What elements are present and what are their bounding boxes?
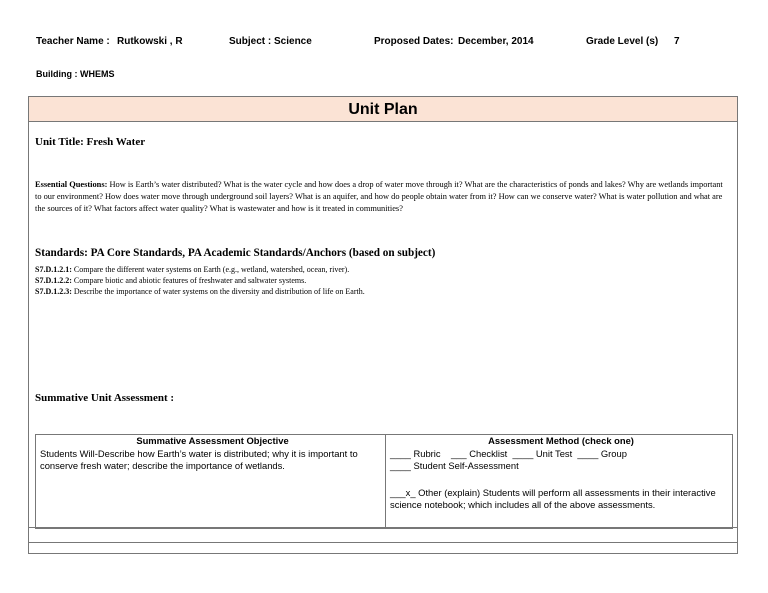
building-field: Building : WHEMS: [36, 69, 115, 79]
standards-heading: Standards: PA Core Standards, PA Academic Standards/Anchors (based on subject): [35, 247, 436, 259]
proposed-dates-value: December, 2014: [458, 36, 534, 47]
unit-plan-title: Unit Plan: [348, 101, 418, 118]
table-divider: [29, 527, 737, 528]
essential-questions-text: How is Earth’s water distributed? What is the water cycle and how does a drop of water move through it? What are the characteristics of ponds and lakes? Why are wetlands important to our environment? How does water move through underground soil layers? What is an aquifer, and how do people obtain water from it? How can we conserve water? What is water pollution and what are the sources of it? What factors affect water quality? What is wastewater and how is it treated in communities?: [35, 180, 723, 213]
standard-item: [35, 286, 365, 297]
method-column: [386, 435, 732, 528]
method-other: ___x_ Other (explain) Students will perform all assessments in their interactive science notebook; which includes all of the above assessments.: [390, 486, 716, 510]
standard-text: Compare the different water systems on Earth (e.g., wetland, watershed, ocean, river).: [71, 265, 350, 274]
grade-level-label: Grade Level (s): [586, 36, 659, 47]
standard-code: S7.D.1.2.3:: [35, 287, 72, 296]
standard-item: [35, 264, 365, 275]
unit-title: Unit Title: Fresh Water: [35, 136, 146, 148]
standard-item: [35, 275, 365, 286]
table-divider: [29, 542, 737, 543]
standards-list: [35, 264, 365, 297]
objective-header: Summative Assessment Objective: [136, 435, 289, 446]
standard-code: S7.D.1.2.2:: [35, 276, 72, 285]
unit-plan-box: [28, 96, 738, 554]
unit-plan-title-band: [29, 97, 737, 122]
standard-code: S7.D.1.2.1:: [35, 265, 72, 274]
method-options-line1: ____ Rubric ___ Checklist ____ Unit Test ____ Group: [390, 447, 627, 459]
assessment-table: [35, 434, 733, 529]
teacher-name-label: Teacher Name :: [36, 36, 110, 47]
standard-text: Compare biotic and abiotic features of freshwater and saltwater systems.: [71, 276, 307, 285]
objective-text: Students Will-Describe how Earth’s water is distributed; why it is important to conserve fresh water; describe the importance of wetlands.: [40, 447, 358, 471]
standard-text: Describe the importance of water systems on the diversity and distribution of life on Earth.: [71, 287, 365, 296]
teacher-name-value: Rutkowski , R: [117, 36, 183, 47]
essential-questions: [35, 179, 731, 215]
essential-questions-label: Essential Questions:: [35, 180, 108, 189]
grade-level-value: 7: [674, 36, 680, 47]
summative-assessment-heading: Summative Unit Assessment :: [35, 392, 175, 404]
objective-column: [36, 435, 386, 528]
subject-field: Subject : Science: [229, 36, 312, 47]
method-options-line2: ____ Student Self-Assessment: [390, 460, 519, 471]
method-header: Assessment Method (check one): [488, 435, 634, 446]
proposed-dates-label: Proposed Dates:: [374, 36, 454, 47]
